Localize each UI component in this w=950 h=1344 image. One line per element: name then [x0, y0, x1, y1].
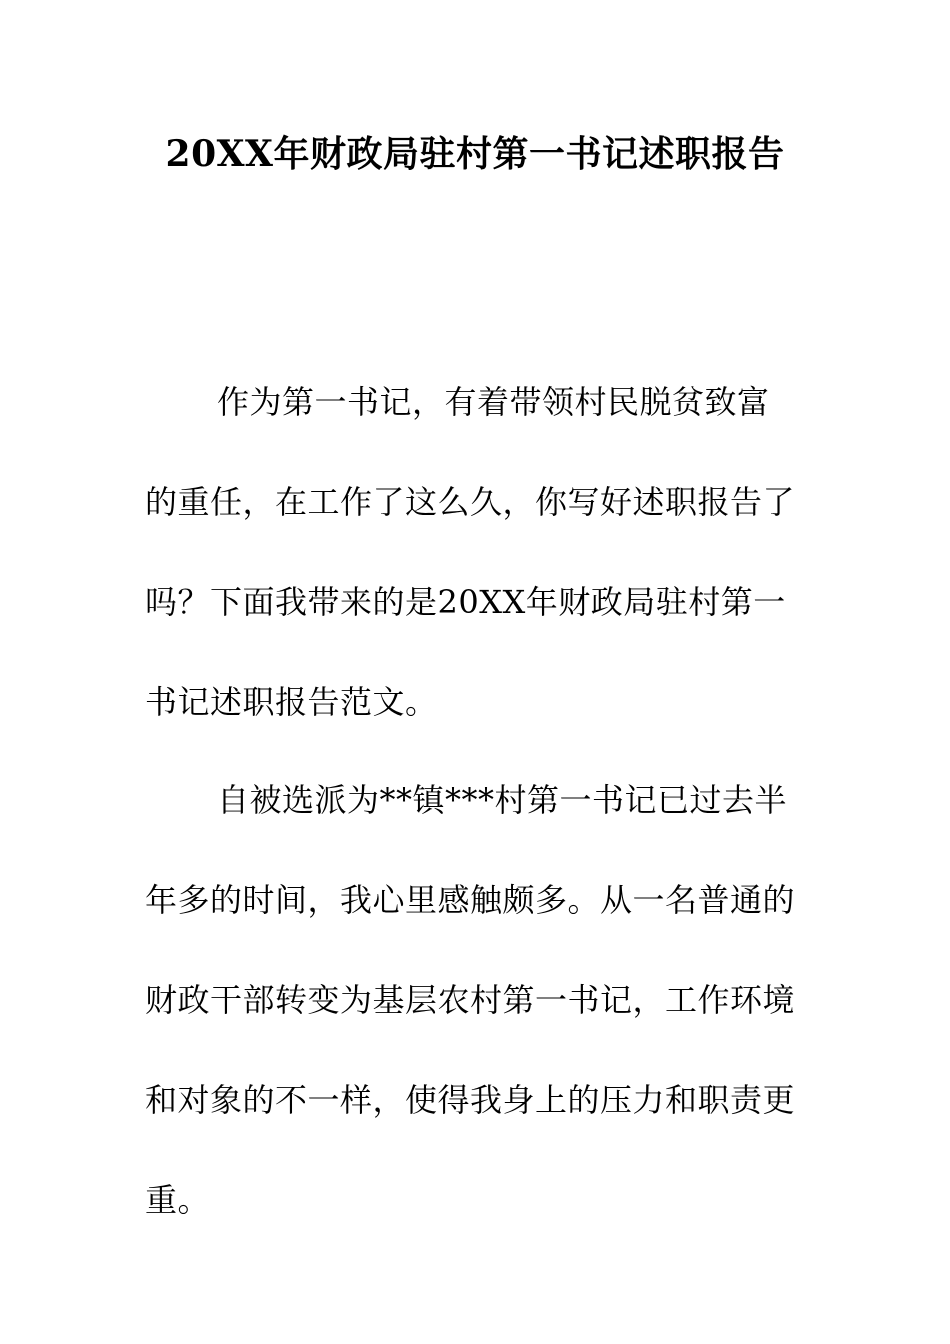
document-title: 20XX年财政局驻村第一书记述职报告	[165, 133, 785, 175]
body-paragraph-2: 自被选派为**镇***村第一书记已过去半年多的时间，我心里感触颇多。从一名普通的财政干部转变为基层农村第一书记，工作环境和对象的不一样，使得我身上的压力和职责更重。	[145, 781, 796, 1219]
body-paragraph-1: 作为第一书记，有着带领村民脱贫致富的重任，在工作了这么久，你写好述职报告了吗？下面我带来的是20XX年财政局驻村第一书记述职报告范文。	[145, 383, 796, 721]
